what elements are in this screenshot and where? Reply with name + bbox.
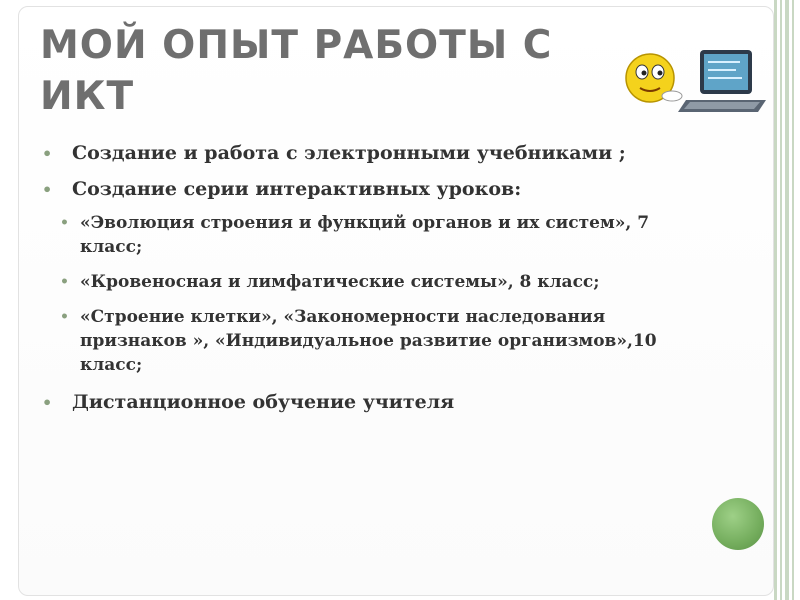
sub-bullet-text: «Кровеносная и лимфатические системы», 8 класс; (80, 272, 600, 292)
bullet-text: Создание серии интерактивных уроков: (72, 178, 522, 200)
smiley-at-computer-icon (620, 30, 772, 130)
sub-bullet-item (40, 305, 680, 377)
sub-bullet-text: «Строение клетки», «Закономерности наследования признаков », «Индивидуальное развитие организмов»,10 класс; (80, 307, 657, 375)
sub-bullet-list (40, 211, 680, 377)
sub-bullet-dot: • (60, 309, 69, 325)
sub-bullet-dot: • (60, 215, 69, 231)
bullet-item (40, 389, 680, 416)
right-stripe-4 (792, 0, 794, 600)
sub-bullet-dot: • (60, 274, 69, 290)
bullet-item (40, 140, 680, 167)
bullet-list (40, 140, 680, 416)
green-circle-icon (712, 498, 764, 550)
bullet-item (40, 176, 680, 203)
sub-bullet-item (40, 270, 680, 294)
bullet-dot: • (42, 180, 53, 199)
bullet-text: Дистанционное обучение учителя (72, 391, 455, 413)
slide-title: МОЙ ОПЫТ РАБОТЫ С ИКТ (40, 23, 553, 119)
bullet-dot: • (42, 393, 53, 412)
bullet-text: Создание и работа с электронными учебниками ; (72, 142, 626, 164)
bullet-dot: • (42, 144, 53, 163)
sub-bullet-item (40, 211, 680, 259)
right-stripe-3 (785, 0, 789, 600)
right-stripe-2 (780, 0, 782, 600)
right-stripe-1 (774, 0, 777, 600)
sub-bullet-text: «Эволюция строения и функций органов и их систем», 7 класс; (80, 213, 650, 257)
